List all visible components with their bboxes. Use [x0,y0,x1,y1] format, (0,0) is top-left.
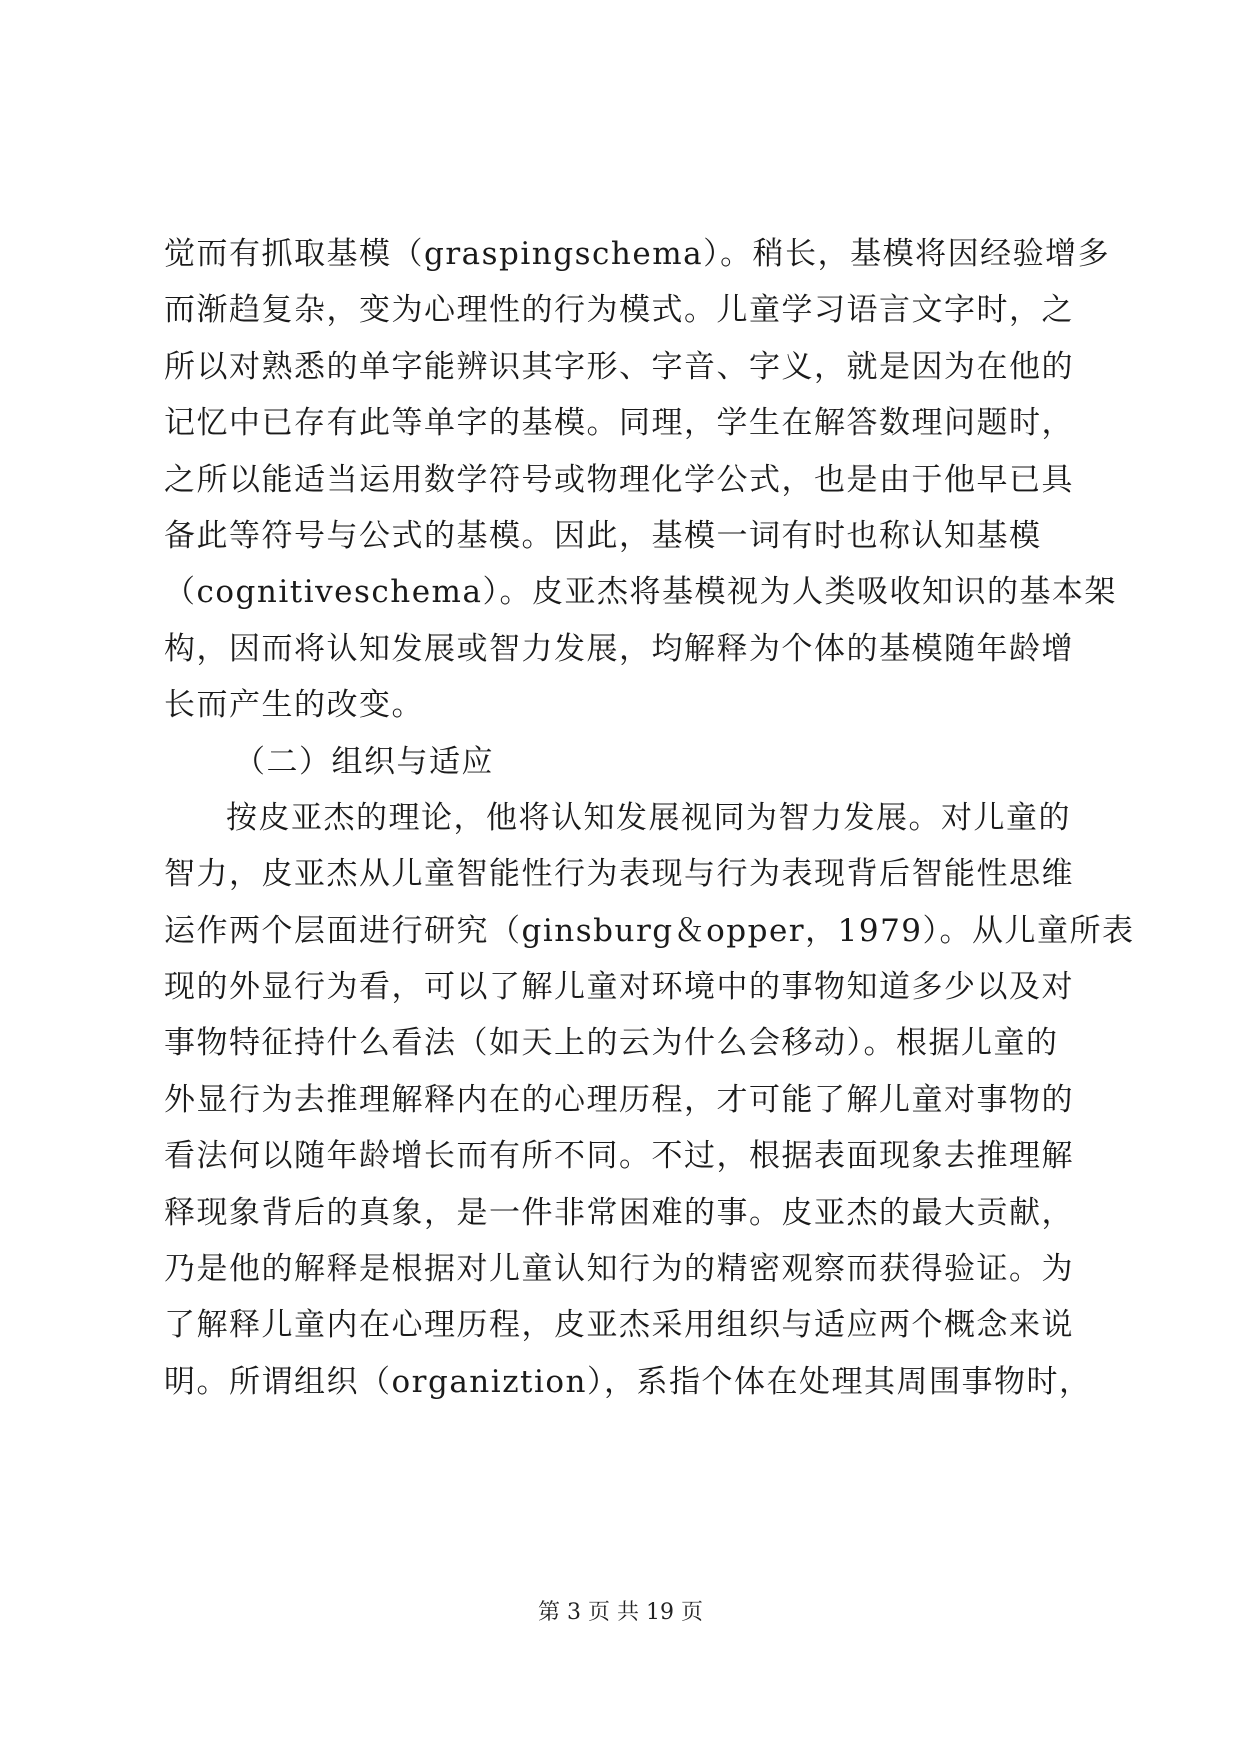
text-line: 智力，皮亚杰从儿童智能性行为表现与行为表现背后智能性思维 [164,856,1074,893]
text-line: 备此等符号与公式的基模。因此，基模一词有时也称认知基模 [164,517,1042,554]
text-line: 而渐趋复杂，变为心理性的行为模式。儿童学习语言文字时，之 [164,292,1074,329]
text-line: （cognitiveschema）。皮亚杰将基模视为人类吸收知识的基本架 [164,574,1117,611]
section-heading: （二）组织与适应 [234,743,494,780]
text-line: 运作两个层面进行研究（ginsburg＆opper，1979）。从儿童所表 [164,912,1135,949]
text-line: 按皮亚杰的理论，他将认知发展视同为智力发展。对儿童的 [226,799,1071,836]
text-line: 明。所谓组织（organiztion），系指个体在处理其周围事物时， [164,1363,1092,1400]
text-line: 看法何以随年龄增长而有所不同。不过，根据表面现象去推理解 [164,1138,1074,1175]
text-line: 了解释儿童内在心理历程，皮亚杰采用组织与适应两个概念来说 [164,1307,1074,1344]
text-line: 乃是他的解释是根据对儿童认知行为的精密观察而获得验证。为 [164,1251,1074,1288]
page-footer [0,1598,1241,1628]
text-line: 释现象背后的真象，是一件非常困难的事。皮亚杰的最大贡献， [164,1194,1074,1231]
text-line: 长而产生的改变。 [164,687,424,724]
text-line: 外显行为去推理解释内在的心理历程，才可能了解儿童对事物的 [164,1081,1074,1118]
text-line: 现的外显行为看，可以了解儿童对环境中的事物知道多少以及对 [164,969,1074,1006]
text-line: 所以对熟悉的单字能辨识其字形、字音、字义，就是因为在他的 [164,348,1074,385]
text-line: 构，因而将认知发展或智力发展，均解释为个体的基模随年龄增 [164,630,1074,667]
text-line: 记忆中已存有此等单字的基模。同理，学生在解答数理问题时， [164,405,1074,442]
text-line: 之所以能适当运用数学符号或物理化学公式，也是由于他早已具 [164,461,1074,498]
body-text [164,226,1135,1410]
text-line: 觉而有抓取基模（graspingschema）。稍长，基模将因经验增多 [164,236,1111,272]
text-line: 事物特征持什么看法（如天上的云为什么会移动）。根据儿童的 [164,1025,1059,1062]
page-number: 第 3 页 共 19 页 [538,1600,703,1625]
